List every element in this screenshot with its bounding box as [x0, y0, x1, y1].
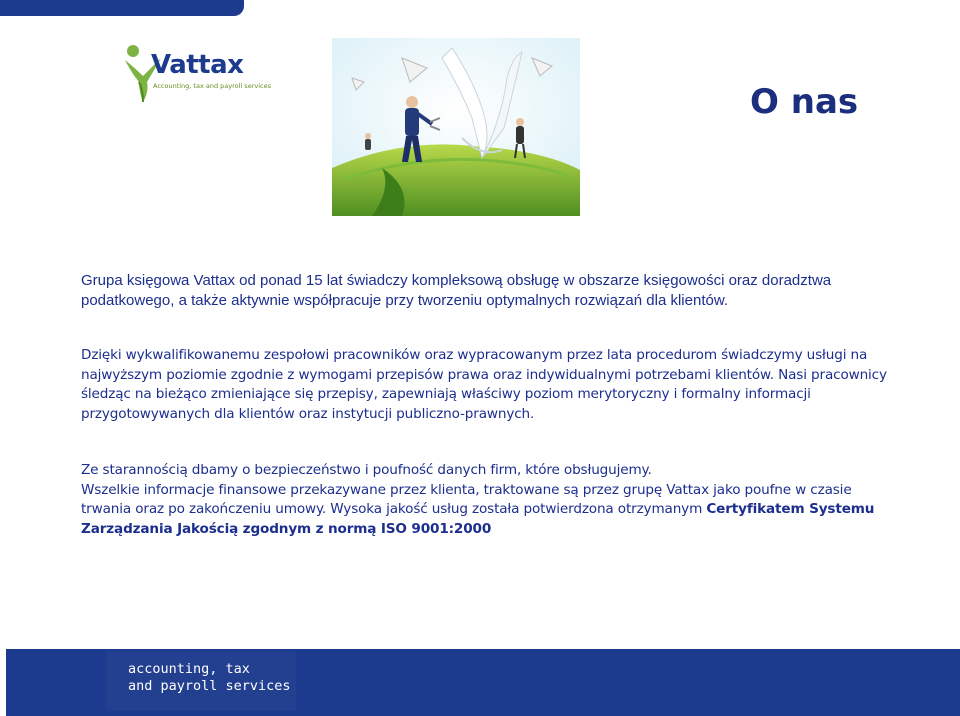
intro-paragraph: Grupa księgowa Vattax od ponad 15 lat świadczy kompleksową obsługę w obszarze księgowości oraz doradztwa podatkowego, a także aktywnie współpracuje przy tworzeniu optymalnych rozwiązań dla klientów.: [81, 272, 832, 309]
logo-tagline: Accounting, tax and payroll services: [153, 82, 271, 90]
top-accent-band: [0, 0, 244, 16]
confidentiality-line1: Ze starannością dbamy o bezpieczeństwo i poufność danych firm, które obsługujemy.: [81, 462, 652, 478]
vattax-logo: [123, 42, 271, 104]
confidentiality-line2: [81, 481, 901, 540]
footer-line1: accounting, tax: [128, 661, 250, 677]
footer-tagline: [128, 661, 291, 695]
confidentiality-paragraph: [81, 461, 901, 539]
confidentiality-text: Wszelkie informacje finansowe przekazywane przez klienta, traktowane są przez grupę Vattax jako poufne w czasie trwania oraz po zakończeniu umowy. Wysoka jakość usług została potwierdzona otrzymanym: [81, 481, 852, 517]
logo-wordmark: Vattax: [151, 50, 244, 80]
hero-illustration: [332, 38, 580, 216]
page-title: O nas: [750, 82, 859, 122]
footer-line2: and payroll services: [128, 678, 291, 694]
team-paragraph: Dzięki wykwalifikowanemu zespołowi pracowników oraz wypracowanym przez lata procedurom świadczymy usługi na najwyższym poziomie zgodnie z wymogami przepisów prawa oraz indywidualnymi potrzebami klientów. Nasi pracownicy śledząc na bieżąco zmieniające się przepisy, zapewniają właściwy poziom merytoryczny i formalny informacji przygotowywanych dla klientów oraz instytucji publiczno-prawnych.: [81, 347, 887, 422]
iso-certificate-text: Certyfikatem Systemu Zarządzania Jakością zgodnym z normą ISO 9001:2000: [81, 501, 875, 537]
